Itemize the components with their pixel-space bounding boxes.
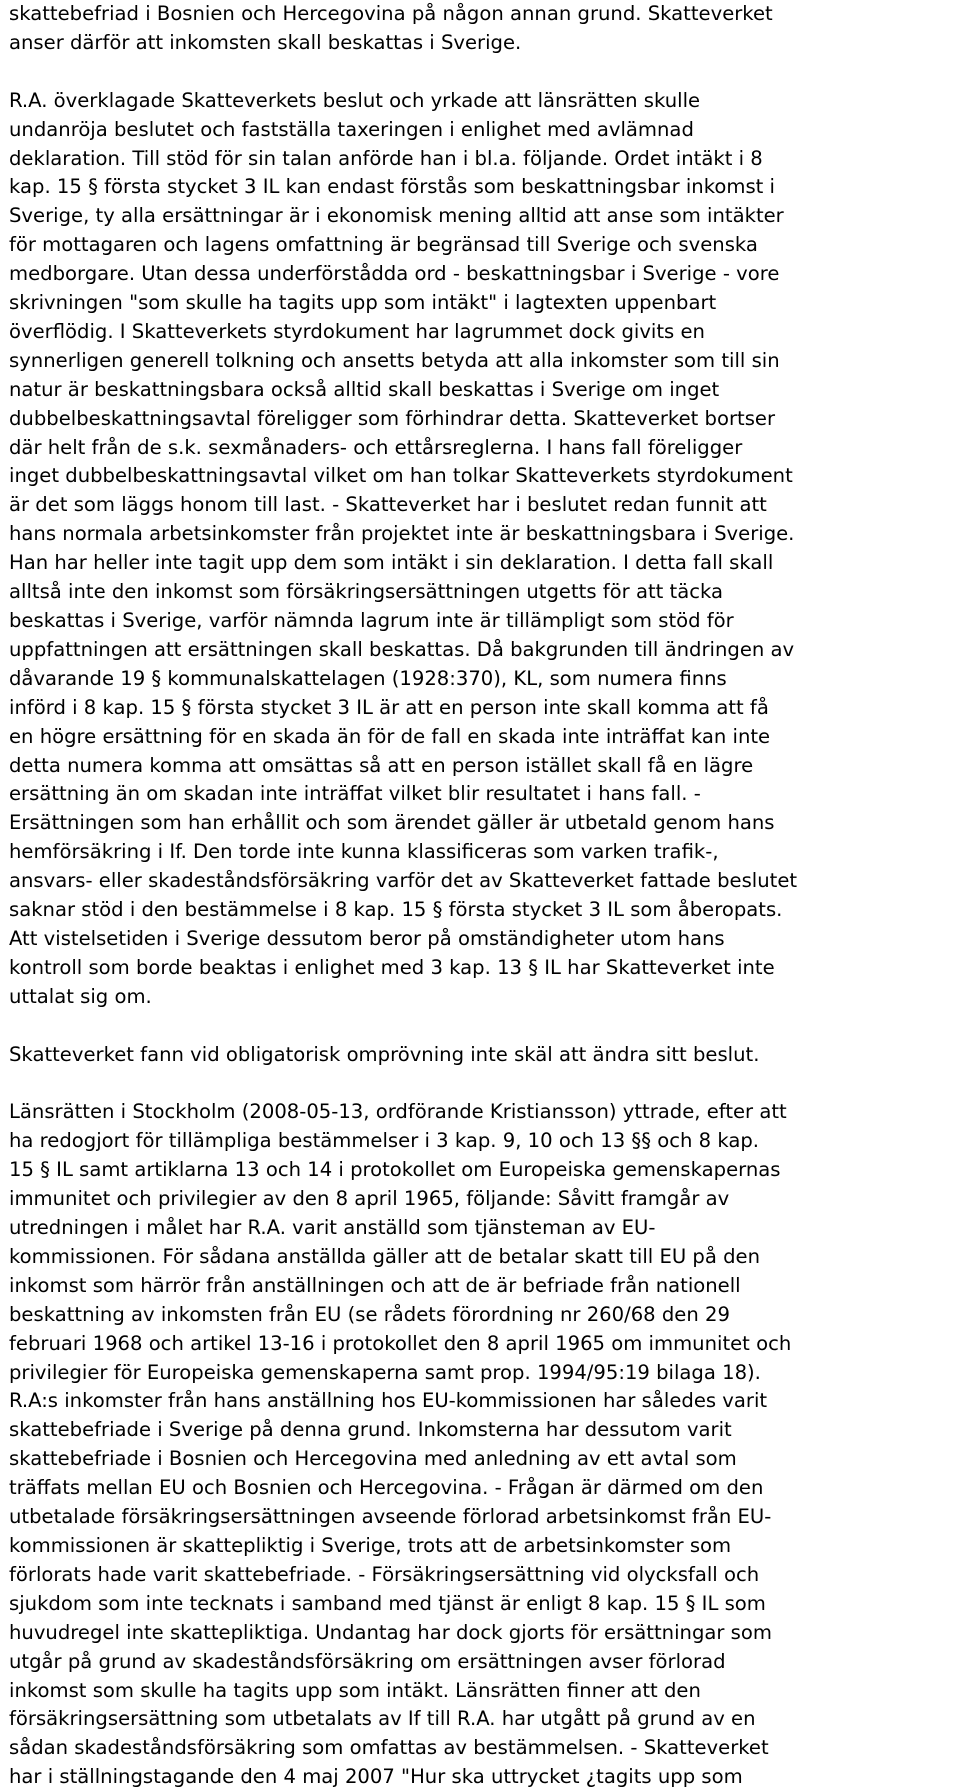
- text-line: anser därför att inkomsten skall beskattas i Sverige.: [9, 30, 522, 54]
- text-line: kommissionen. För sådana anställda gäller att de betalar skatt till EU på den: [9, 1244, 760, 1268]
- text-line: deklaration. Till stöd för sin talan anförde han i bl.a. följande. Ordet intäkt i 8: [9, 146, 763, 170]
- text-line: hans normala arbetsinkomster från projektet inte är beskattningsbara i Sverige.: [9, 522, 795, 546]
- text-line: dåvarande 19 § kommunalskattelagen (1928:370), KL, som numera finns: [9, 666, 727, 690]
- text-line: Sverige, ty alla ersättningar är i ekonomisk mening alltid att anse som intäkter: [9, 204, 784, 228]
- text-line: alltså inte den inkomst som försäkringsersättningen utgetts för att täcka: [9, 580, 724, 604]
- text-line: Skatteverket fann vid obligatorisk omprövning inte skäl att ändra sitt beslut.: [9, 1042, 760, 1066]
- text-line: inkomst som skulle ha tagits upp som intäkt. Länsrätten finner att den: [9, 1678, 701, 1702]
- text-line: detta numera komma att omsättas så att en person istället skall få en lägre: [9, 753, 754, 777]
- text-line: natur är beskattningsbara också alltid skall beskattas i Sverige om inget: [9, 377, 720, 401]
- text-line: sådan skadeståndsförsäkring som omfattas av bestämmelsen. - Skatteverket: [9, 1736, 769, 1760]
- text-line: beskattas i Sverige, varför nämnda lagrum inte är tillämpligt som stöd för: [9, 609, 734, 633]
- text-line: förlorats hade varit skattebefriade. - Försäkringsersättning vid olycksfall och: [9, 1562, 760, 1586]
- text-line: Ersättningen som han erhållit och som ärendet gäller är utbetald genom hans: [9, 811, 775, 835]
- paragraph-3: [9, 1041, 960, 1070]
- text-line: träffats mellan EU och Bosnien och Hercegovina. - Frågan är därmed om den: [9, 1476, 764, 1500]
- text-line: dubbelbeskattningsavtal föreligger som förhindrar detta. Skatteverket bortser: [9, 406, 776, 430]
- text-line: immunitet och privilegier av den 8 april 1965, följande: Såvitt framgår av: [9, 1187, 730, 1211]
- text-line: medborgare. Utan dessa underförstådda ord - beskattningsbar i Sverige - vore: [9, 262, 780, 286]
- text-line: skrivningen "som skulle ha tagits upp som intäkt" i lagtexten uppenbart: [9, 291, 717, 315]
- text-line: Att vistelsetiden i Sverige dessutom beror på omständigheter utom hans: [9, 926, 725, 950]
- text-line: skattebefriad i Bosnien och Hercegovina på någon annan grund. Skatteverket: [9, 2, 773, 25]
- paragraph-gap: [9, 1070, 960, 1099]
- paragraph-gap: [9, 1012, 960, 1041]
- text-line: utgår på grund av skadeståndsförsäkring om ersättningen avser förlorad: [9, 1649, 726, 1673]
- text-line: kommissionen är skattepliktig i Sverige, trots att de arbetsinkomster som: [9, 1533, 732, 1557]
- text-line: för mottagaren och lagens omfattning är begränsad till Sverige och svenska: [9, 233, 758, 257]
- text-line: ansvars- eller skadeståndsförsäkring varför det av Skatteverket fattade beslutet: [9, 869, 798, 893]
- text-line: beskattning av inkomsten från EU (se rådets förordning nr 260/68 den 29: [9, 1302, 730, 1326]
- text-line: överflödig. I Skatteverkets styrdokument har lagrummet dock givits en: [9, 319, 705, 343]
- text-line: införd i 8 kap. 15 § första stycket 3 IL är att en person inte skall komma att få: [9, 695, 769, 719]
- text-line: Han har heller inte tagit upp dem som intäkt i sin deklaration. I detta fall skall: [9, 551, 774, 575]
- text-line: är det som läggs honom till last. - Skatteverket har i beslutet redan funnit att: [9, 493, 767, 517]
- text-line: R.A:s inkomster från hans anställning hos EU-kommissionen har således varit: [9, 1389, 768, 1413]
- text-line: en högre ersättning för en skada än för de fall en skada inte inträffat kan inte: [9, 724, 771, 748]
- text-line: sjukdom som inte tecknats i samband med tjänst är enligt 8 kap. 15 § IL som: [9, 1591, 766, 1615]
- text-line: utredningen i målet har R.A. varit anställd som tjänsteman av EU-: [9, 1216, 656, 1240]
- text-line: saknar stöd i den bestämmelse i 8 kap. 15 § första stycket 3 IL som åberopats.: [9, 898, 783, 922]
- text-line: synnerligen generell tolkning och ansetts betyda att alla inkomster som till sin: [9, 348, 780, 372]
- text-line: februari 1968 och artikel 13-16 i protokollet den 8 april 1965 om immunitet och: [9, 1331, 792, 1355]
- paragraph-4: [9, 1098, 960, 1792]
- text-line: ersättning än om skadan inte inträffat vilket blir resultatet i hans fall. -: [9, 782, 701, 806]
- text-line: undanröja beslutet och fastställa taxeringen i enlighet med avlämnad: [9, 117, 694, 141]
- paragraph-2: [9, 87, 960, 1012]
- paragraph-gap: [9, 58, 960, 87]
- text-line: privilegier för Europeiska gemenskaperna samt prop. 1994/95:19 bilaga 18).: [9, 1360, 761, 1384]
- text-line: hemförsäkring i If. Den torde inte kunna klassificeras som varken trafik-,: [9, 840, 719, 864]
- text-line: 15 § IL samt artiklarna 13 och 14 i protokollet om Europeiska gemenskapernas: [9, 1158, 781, 1182]
- text-line: där helt från de s.k. sexmånaders- och ettårsreglerna. I hans fall föreligger: [9, 435, 743, 459]
- text-line: R.A. överklagade Skatteverkets beslut och yrkade att länsrätten skulle: [9, 88, 701, 112]
- text-line: uppfattningen att ersättningen skall beskattas. Då bakgrunden till ändringen av: [9, 637, 795, 661]
- text-line: Länsrätten i Stockholm (2008-05-13, ordförande Kristiansson) yttrade, efter att: [9, 1100, 787, 1124]
- text-line: kap. 15 § första stycket 3 IL kan endast förstås som beskattningsbar inkomst i: [9, 175, 776, 199]
- text-line: kontroll som borde beaktas i enlighet med 3 kap. 13 § IL har Skatteverket inte: [9, 955, 775, 979]
- text-line: skattebefriade i Bosnien och Hercegovina med anledning av ett avtal som: [9, 1447, 737, 1471]
- text-line: uttalat sig om.: [9, 984, 152, 1008]
- text-line: huvudregel inte skattepliktiga. Undantag har dock gjorts för ersättningar som: [9, 1620, 772, 1644]
- text-line: utbetalade försäkringsersättningen avseende förlorad arbetsinkomst från EU-: [9, 1505, 772, 1529]
- text-line: skattebefriade i Sverige på denna grund. Inkomsterna har dessutom varit: [9, 1418, 732, 1442]
- text-line: ha redogjort för tillämpliga bestämmelser i 3 kap. 9, 10 och 13 §§ och 8 kap.: [9, 1129, 759, 1153]
- text-line: har i ställningstagande den 4 maj 2007 "Hur ska uttrycket ¿tagits upp som: [9, 1765, 743, 1789]
- text-line: inget dubbelbeskattningsavtal vilket om han tolkar Skatteverkets styrdokument: [9, 464, 793, 488]
- text-line: inkomst som härrör från anställningen och att de är befriade från nationell: [9, 1273, 741, 1297]
- paragraph-1: [9, 0, 960, 58]
- text-line: försäkringsersättning som utbetalats av If till R.A. har utgått på grund av en: [9, 1707, 756, 1731]
